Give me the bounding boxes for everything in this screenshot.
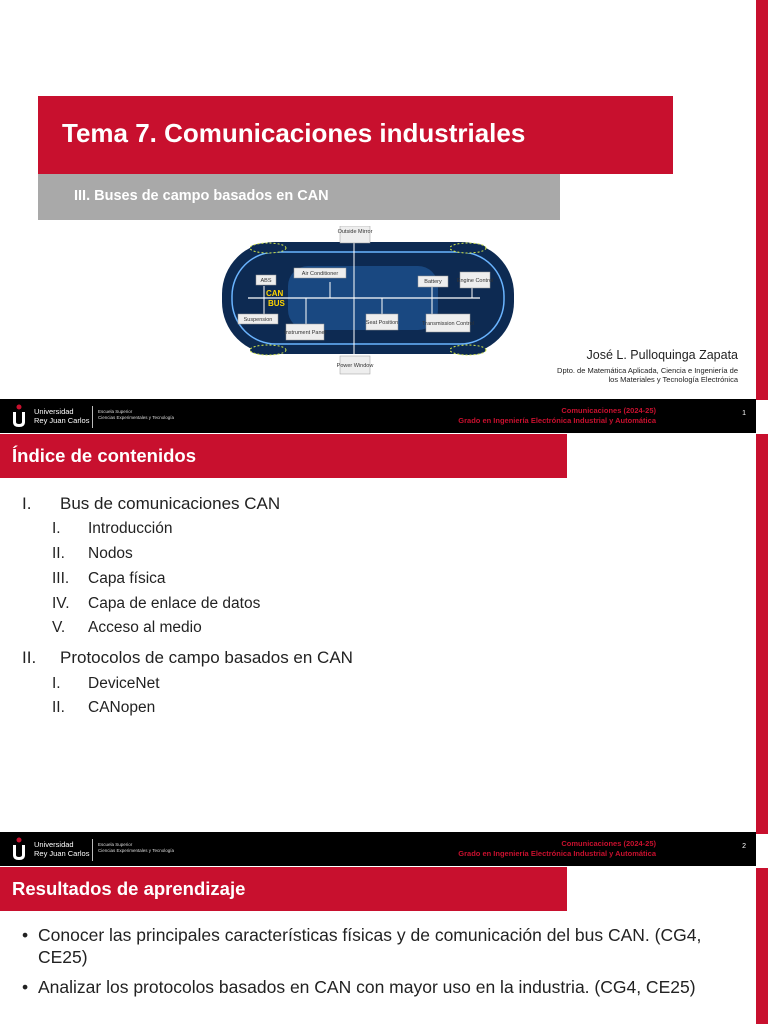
wheel-front-right [250, 345, 286, 355]
node-label: Instrument Panel [284, 330, 326, 336]
footer-divider [92, 406, 93, 428]
course-info [458, 406, 656, 426]
node-label: Seat Position [365, 320, 399, 326]
course-info [458, 839, 656, 859]
slide-subtitle: III. Buses de campo basados en CAN [74, 188, 329, 204]
university-name-line: Rey Juan Carlos [34, 849, 90, 858]
footer-divider [92, 839, 93, 861]
node-label: Air Conditioner [301, 271, 339, 277]
toc-text: DeviceNet [88, 675, 160, 692]
bullet-icon: • [22, 925, 29, 945]
degree-name: Grado en Ingeniería Electrónica Industrial y Automática [458, 849, 656, 858]
university-name [34, 840, 89, 858]
toc-number: IV. [52, 595, 70, 612]
learning-outcomes-list [22, 924, 752, 1006]
toc-number: III. [52, 570, 70, 587]
section-heading: Resultados de aprendizaje [12, 878, 246, 899]
side-accent-bar [756, 0, 768, 400]
school-name-line: Escuela Superior [98, 409, 133, 414]
wheel-rear-right [450, 345, 486, 355]
toc-number: II. [22, 648, 37, 667]
school-name [98, 409, 174, 421]
node-label: Engine Control [456, 278, 494, 284]
section-heading-box [0, 867, 567, 911]
can-bus-label: CAN [266, 289, 284, 298]
section-heading: Índice de contenidos [12, 445, 196, 466]
course-name: Comunicaciones (2024-25) [561, 406, 656, 415]
slide-footer [0, 399, 756, 433]
page-number: 2 [742, 843, 746, 850]
list-item-text: Analizar los protocolos basados en CAN con mayor uso en la industria. (CG4, CE25) [38, 977, 696, 997]
toc-text: Bus de comunicaciones CAN [60, 494, 281, 513]
side-accent-bar [756, 434, 768, 834]
slide-title: Tema 7. Comunicaciones industriales [62, 118, 526, 148]
toc-text: Nodos [88, 545, 133, 562]
section-heading-box [0, 434, 567, 478]
toc-text: Introducción [88, 520, 173, 537]
node-label: Outside Mirror [337, 229, 373, 235]
list-item [22, 976, 752, 998]
toc-number: I. [52, 675, 61, 692]
urjc-logo-icon [10, 836, 28, 862]
node-label: Transmission Control [422, 321, 474, 327]
department-line: los Materiales y Tecnología Electrónica [608, 375, 738, 384]
list-item-text: Conocer las principales características físicas y de comunicación del bus CAN. (CG4, CE25) [38, 925, 702, 967]
slide-subtitle-box [38, 174, 560, 220]
can-bus-car-diagram [218, 226, 518, 376]
toc-text: Capa física [88, 570, 166, 587]
degree-name: Grado en Ingeniería Electrónica Industrial y Automática [458, 416, 656, 425]
wheel-front-left [250, 243, 286, 253]
toc-text: Capa de enlace de datos [88, 595, 261, 612]
toc-text: Acceso al medio [88, 619, 202, 636]
urjc-logo-icon [10, 403, 28, 429]
author-name: José L. Pulloquinga Zapata [586, 348, 738, 362]
toc-text: CANopen [88, 699, 156, 716]
list-item [22, 924, 752, 968]
slide-footer [0, 832, 756, 866]
toc-number: V. [52, 619, 66, 636]
university-name-line: Rey Juan Carlos [34, 416, 90, 425]
toc-number: II. [52, 699, 65, 716]
toc-text: Protocolos de campo basados en CAN [60, 648, 353, 667]
page-number: 1 [742, 410, 746, 417]
wheel-rear-left [450, 243, 486, 253]
course-name: Comunicaciones (2024-25) [561, 839, 656, 848]
node-label: Battery [424, 279, 442, 285]
toc-number: I. [22, 494, 32, 513]
school-name-line: Escuela Superior [98, 842, 133, 847]
bullet-icon: • [22, 977, 29, 997]
side-accent-bar [756, 868, 768, 1024]
node-label: ABS [260, 278, 272, 284]
school-name-line: Ciencias Experimentales y Tecnología [98, 848, 174, 853]
university-name [34, 407, 89, 425]
university-name-line: Universidad [34, 407, 74, 416]
school-name [98, 842, 174, 854]
slide-title-box [38, 96, 673, 174]
school-name-line: Ciencias Experimentales y Tecnología [98, 415, 174, 420]
toc-number: I. [52, 520, 61, 537]
university-name-line: Universidad [34, 840, 74, 849]
department [478, 366, 738, 384]
node-label: Power Window [336, 363, 374, 369]
can-bus-label: BUS [268, 299, 285, 308]
toc-number: II. [52, 545, 65, 562]
node-label: Suspension [243, 317, 273, 323]
department-line: Dpto. de Matemática Aplicada, Ciencia e Ingeniería de [557, 366, 738, 375]
